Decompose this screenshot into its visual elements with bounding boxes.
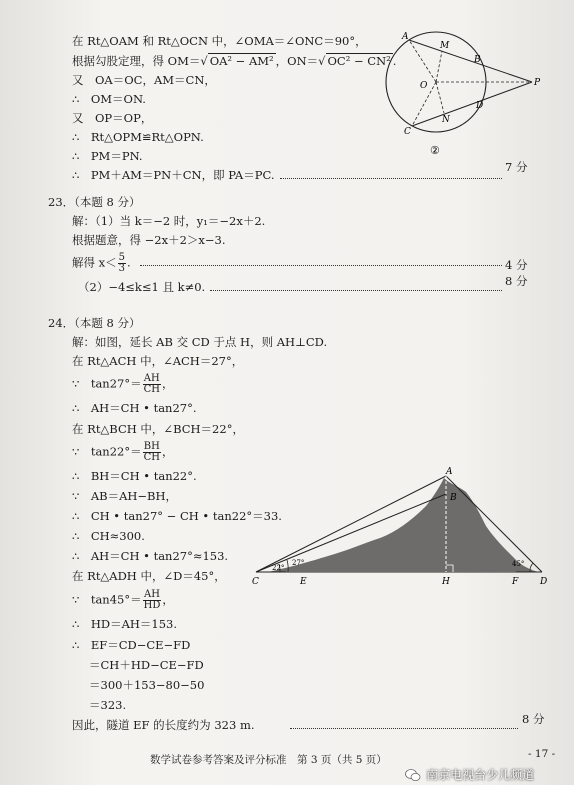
score-8: 8 分: [505, 274, 528, 288]
s24-line-13: ∵ tan45°＝ $\frac{AH}{HD}$ ，: [72, 589, 174, 611]
s24-line-19: 因此，隧道 EF 的长度约为 323 m.: [72, 718, 255, 732]
s23-line-2: 根据题意，得 −2x＋2＞x−3.: [72, 233, 226, 247]
s24-line-14: ∴ HD＝AH＝153.: [72, 617, 178, 631]
score-7: 7 分: [505, 160, 528, 174]
s24-line-15: ∴ EF＝CD−CE−FD: [72, 638, 191, 652]
s22-line-1: 在 Rt△OAM 和 Rt△OCN 中，∠OMA＝∠ONC＝90°，: [72, 34, 367, 48]
pt-C: C: [404, 127, 411, 137]
s24-line-11: ∴ AH＝CH • tan27°≈153.: [72, 549, 229, 563]
fig-H: H: [442, 577, 450, 586]
s24-line-8: ∵ AB＝AH−BH，: [72, 489, 178, 503]
s23-line-1: 解：（1）当 k＝−2 时，y₁＝−2x＋2.: [72, 214, 266, 228]
wechat-icon: [405, 768, 421, 782]
s24-line-12: 在 Rt△ADH 中，∠D＝45°，: [72, 569, 226, 583]
fig-angle-45: 45°: [512, 560, 525, 568]
s22-line-2: 根据勾股定理，得 OM＝√ OA² − AM² ，ON＝√ OC² − CN² .: [72, 54, 397, 68]
score-leader: [290, 728, 518, 729]
s24-line-9: ∴ CH • tan27° − CH • tan22°＝33.: [72, 509, 282, 523]
s24-line-3: ∵ tan27°＝ $\frac{AH}{CH}$ ，: [72, 373, 174, 395]
s24-line-18: ＝323.: [89, 698, 127, 712]
s24-line-1: 解：如图，延长 AB 交 CD 于点 H，则 AH⊥CD.: [72, 335, 328, 349]
s24-line-17: ＝300＋153−80−50: [89, 678, 205, 692]
mountain-figure: [250, 466, 550, 586]
s23-title: 23．（本题 8 分）: [48, 195, 141, 209]
page-number: - 17 -: [528, 748, 556, 760]
score-leader: [280, 178, 502, 179]
s24-line-6: ∵ tan22°＝ $\frac{BH}{CH}$ ，: [72, 441, 174, 463]
figure-label: ②: [430, 144, 440, 157]
fig-F: F: [512, 577, 519, 586]
pt-N: N: [442, 115, 450, 125]
fig-angle-22: 22°: [272, 564, 285, 572]
fig-E: E: [300, 577, 307, 586]
s24-line-5: 在 Rt△BCH 中，∠BCH＝22°，: [72, 422, 244, 436]
score-leader: [210, 290, 502, 291]
watermark: [405, 764, 534, 783]
s23-line-4: （2）−4≤k≤1 且 k≠0.: [78, 280, 206, 294]
pt-O: O: [420, 81, 428, 91]
s22-line-3: 又 OA＝OC，AM＝CN，: [72, 73, 216, 87]
footer-text: 数学试卷参考答案及评分标准 第 3 页（共 5 页）: [150, 754, 387, 766]
s24-line-7: ∴ BH＝CH • tan22°.: [72, 469, 197, 483]
fig-C: C: [252, 577, 259, 586]
s22-line-8: ∴ PM＋AM＝PN＋CN，即 PA＝PC.: [72, 168, 275, 182]
fig-angle-27: 27°: [292, 559, 305, 567]
pt-A: A: [402, 32, 409, 42]
s22-line-5: 又 OP＝OP，: [72, 111, 153, 125]
fig-D: D: [540, 577, 548, 586]
s22-line-6: ∴ Rt△OPM≌Rt△OPN.: [72, 130, 204, 144]
pt-D: D: [476, 101, 484, 111]
s24-title: 24．（本题 8 分）: [48, 316, 141, 330]
s24-line-10: ∴ CH≈300.: [72, 529, 145, 543]
score-4: 4 分: [505, 258, 528, 272]
s24-line-4: ∴ AH＝CH • tan27°.: [72, 401, 197, 415]
pt-M: M: [440, 41, 450, 51]
s23-line-3: 解得 x＜ $\frac{5}{3}$ .: [72, 252, 131, 274]
score-leader: [140, 265, 502, 266]
s22-line-7: ∴ PM＝PN.: [72, 149, 143, 163]
s22-line-4: ∴ OM＝ON.: [72, 92, 146, 106]
circle-figure: [372, 26, 548, 172]
fig-B: B: [450, 493, 457, 503]
score-8-final: 8 分: [522, 712, 545, 726]
pt-B: B: [474, 55, 481, 65]
watermark-text: 南京电视台少儿频道: [426, 768, 535, 782]
pt-P: P: [534, 78, 541, 88]
fig-A: A: [446, 467, 453, 477]
s24-line-2: 在 Rt△ACH 中，∠ACH＝27°，: [72, 354, 244, 368]
s24-line-16: ＝CH＋HD−CE−FD: [89, 658, 204, 672]
